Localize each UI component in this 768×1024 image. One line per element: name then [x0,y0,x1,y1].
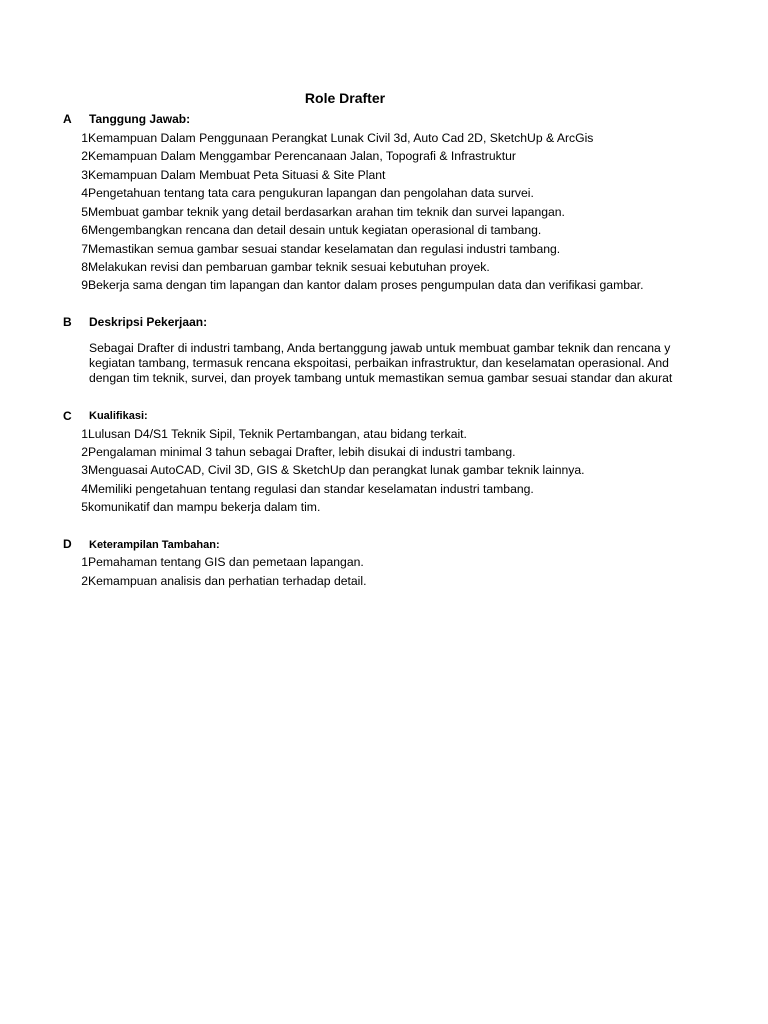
list-item-text: Kemampuan Dalam Penggunaan Perangkat Lunak Civil 3d, Auto Cad 2D, SketchUp & ArcGis [88,131,594,145]
list-item-number: 1 [81,555,88,569]
section-b-letter: B [63,315,72,329]
list-item-text: Kemampuan Dalam Menggambar Perencanaan Jalan, Topografi & Infrastruktur [88,149,516,163]
list-item-text: Mengembangkan rencana dan detail desain untuk kegiatan operasional di tambang. [88,223,542,237]
list-item-number: 3 [81,463,88,477]
list-item [72,572,366,590]
list-item [72,258,490,276]
list-item-number: 1 [81,131,88,145]
list-item-number: 2 [81,149,88,163]
section-d-letter: D [63,537,72,551]
list-item-number: 4 [81,186,88,200]
list-item-number: 1 [81,427,88,441]
list-item [72,553,364,571]
list-item-number: 2 [81,445,88,459]
list-item-text: Memastikan semua gambar sesuai standar keselamatan dan regulasi industri tambang. [88,242,561,256]
list-item [72,221,541,239]
section-d-heading: Keterampilan Tambahan: [89,539,220,551]
list-item-number: 7 [81,242,88,256]
list-item-text: komunikatif dan mampu bekerja dalam tim. [88,500,321,514]
list-item-text: Pengetahuan tentang tata cara pengukuran lapangan dan pengolahan data survei. [88,186,534,200]
list-item-number: 9 [81,278,88,292]
section-a-heading: Tanggung Jawab: [89,112,191,126]
list-item-number: 3 [81,168,88,182]
list-item-text: Kemampuan analisis dan perhatian terhadap detail. [88,574,367,588]
list-item-number: 5 [81,500,88,514]
list-item-text: Memiliki pengetahuan tentang regulasi dan standar keselamatan industri tambang. [88,482,534,496]
list-item-text: Menguasai AutoCAD, Civil 3D, GIS & SketchUp dan perangkat lunak gambar teknik lainnya. [88,463,585,477]
document-title: Role Drafter [304,90,386,106]
list-item [72,129,593,147]
job-description [89,341,694,385]
list-item-number: 2 [81,574,88,588]
description-line: kegiatan tambang, termasuk rencana ekspoitasi, perbaikan infrastruktur, dan keselamatan operasional. And [89,355,669,370]
list-item-text: Melakukan revisi dan pembaruan gambar teknik sesuai kebutuhan proyek. [88,260,490,274]
section-c-heading: Kualifikasi: [89,410,148,422]
list-item-text: Membuat gambar teknik yang detail berdasarkan arahan tim teknik dan survei lapangan. [88,205,565,219]
list-item [72,240,560,258]
list-item-text: Pemahaman tentang GIS dan pemetaan lapangan. [88,555,364,569]
description-line: dengan tim teknik, survei, dan proyek tambang untuk memastikan semua gambar sesuai standar dan akurat [89,370,673,385]
list-item [72,443,515,461]
list-item-text: Lulusan D4/S1 Teknik Sipil, Teknik Pertambangan, atau bidang terkait. [88,427,467,441]
list-item-text: Bekerja sama dengan tim lapangan dan kantor dalam proses pengumpulan data dan verifikasi gambar. [88,278,644,292]
section-a-letter: A [63,112,72,126]
section-c-letter: C [63,409,72,423]
description-line: Sebagai Drafter di industri tambang, Anda bertanggung jawab untuk membuat gambar teknik dan rencana y [89,341,671,355]
list-item [72,498,320,516]
list-item [72,147,516,165]
list-item [72,461,585,479]
list-item [72,480,534,498]
list-item-number: 6 [81,223,88,237]
list-item [72,166,385,184]
list-item [72,425,467,443]
list-item-number: 5 [81,205,88,219]
list-item-text: Kemampuan Dalam Membuat Peta Situasi & Site Plant [88,168,386,182]
list-item [72,184,534,202]
list-item [72,203,565,221]
list-item [72,276,644,294]
section-b-heading: Deskripsi Pekerjaan: [89,315,208,329]
list-item-number: 4 [81,482,88,496]
list-item-text: Pengalaman minimal 3 tahun sebagai Drafter, lebih disukai di industri tambang. [88,445,516,459]
list-item-number: 8 [81,260,88,274]
